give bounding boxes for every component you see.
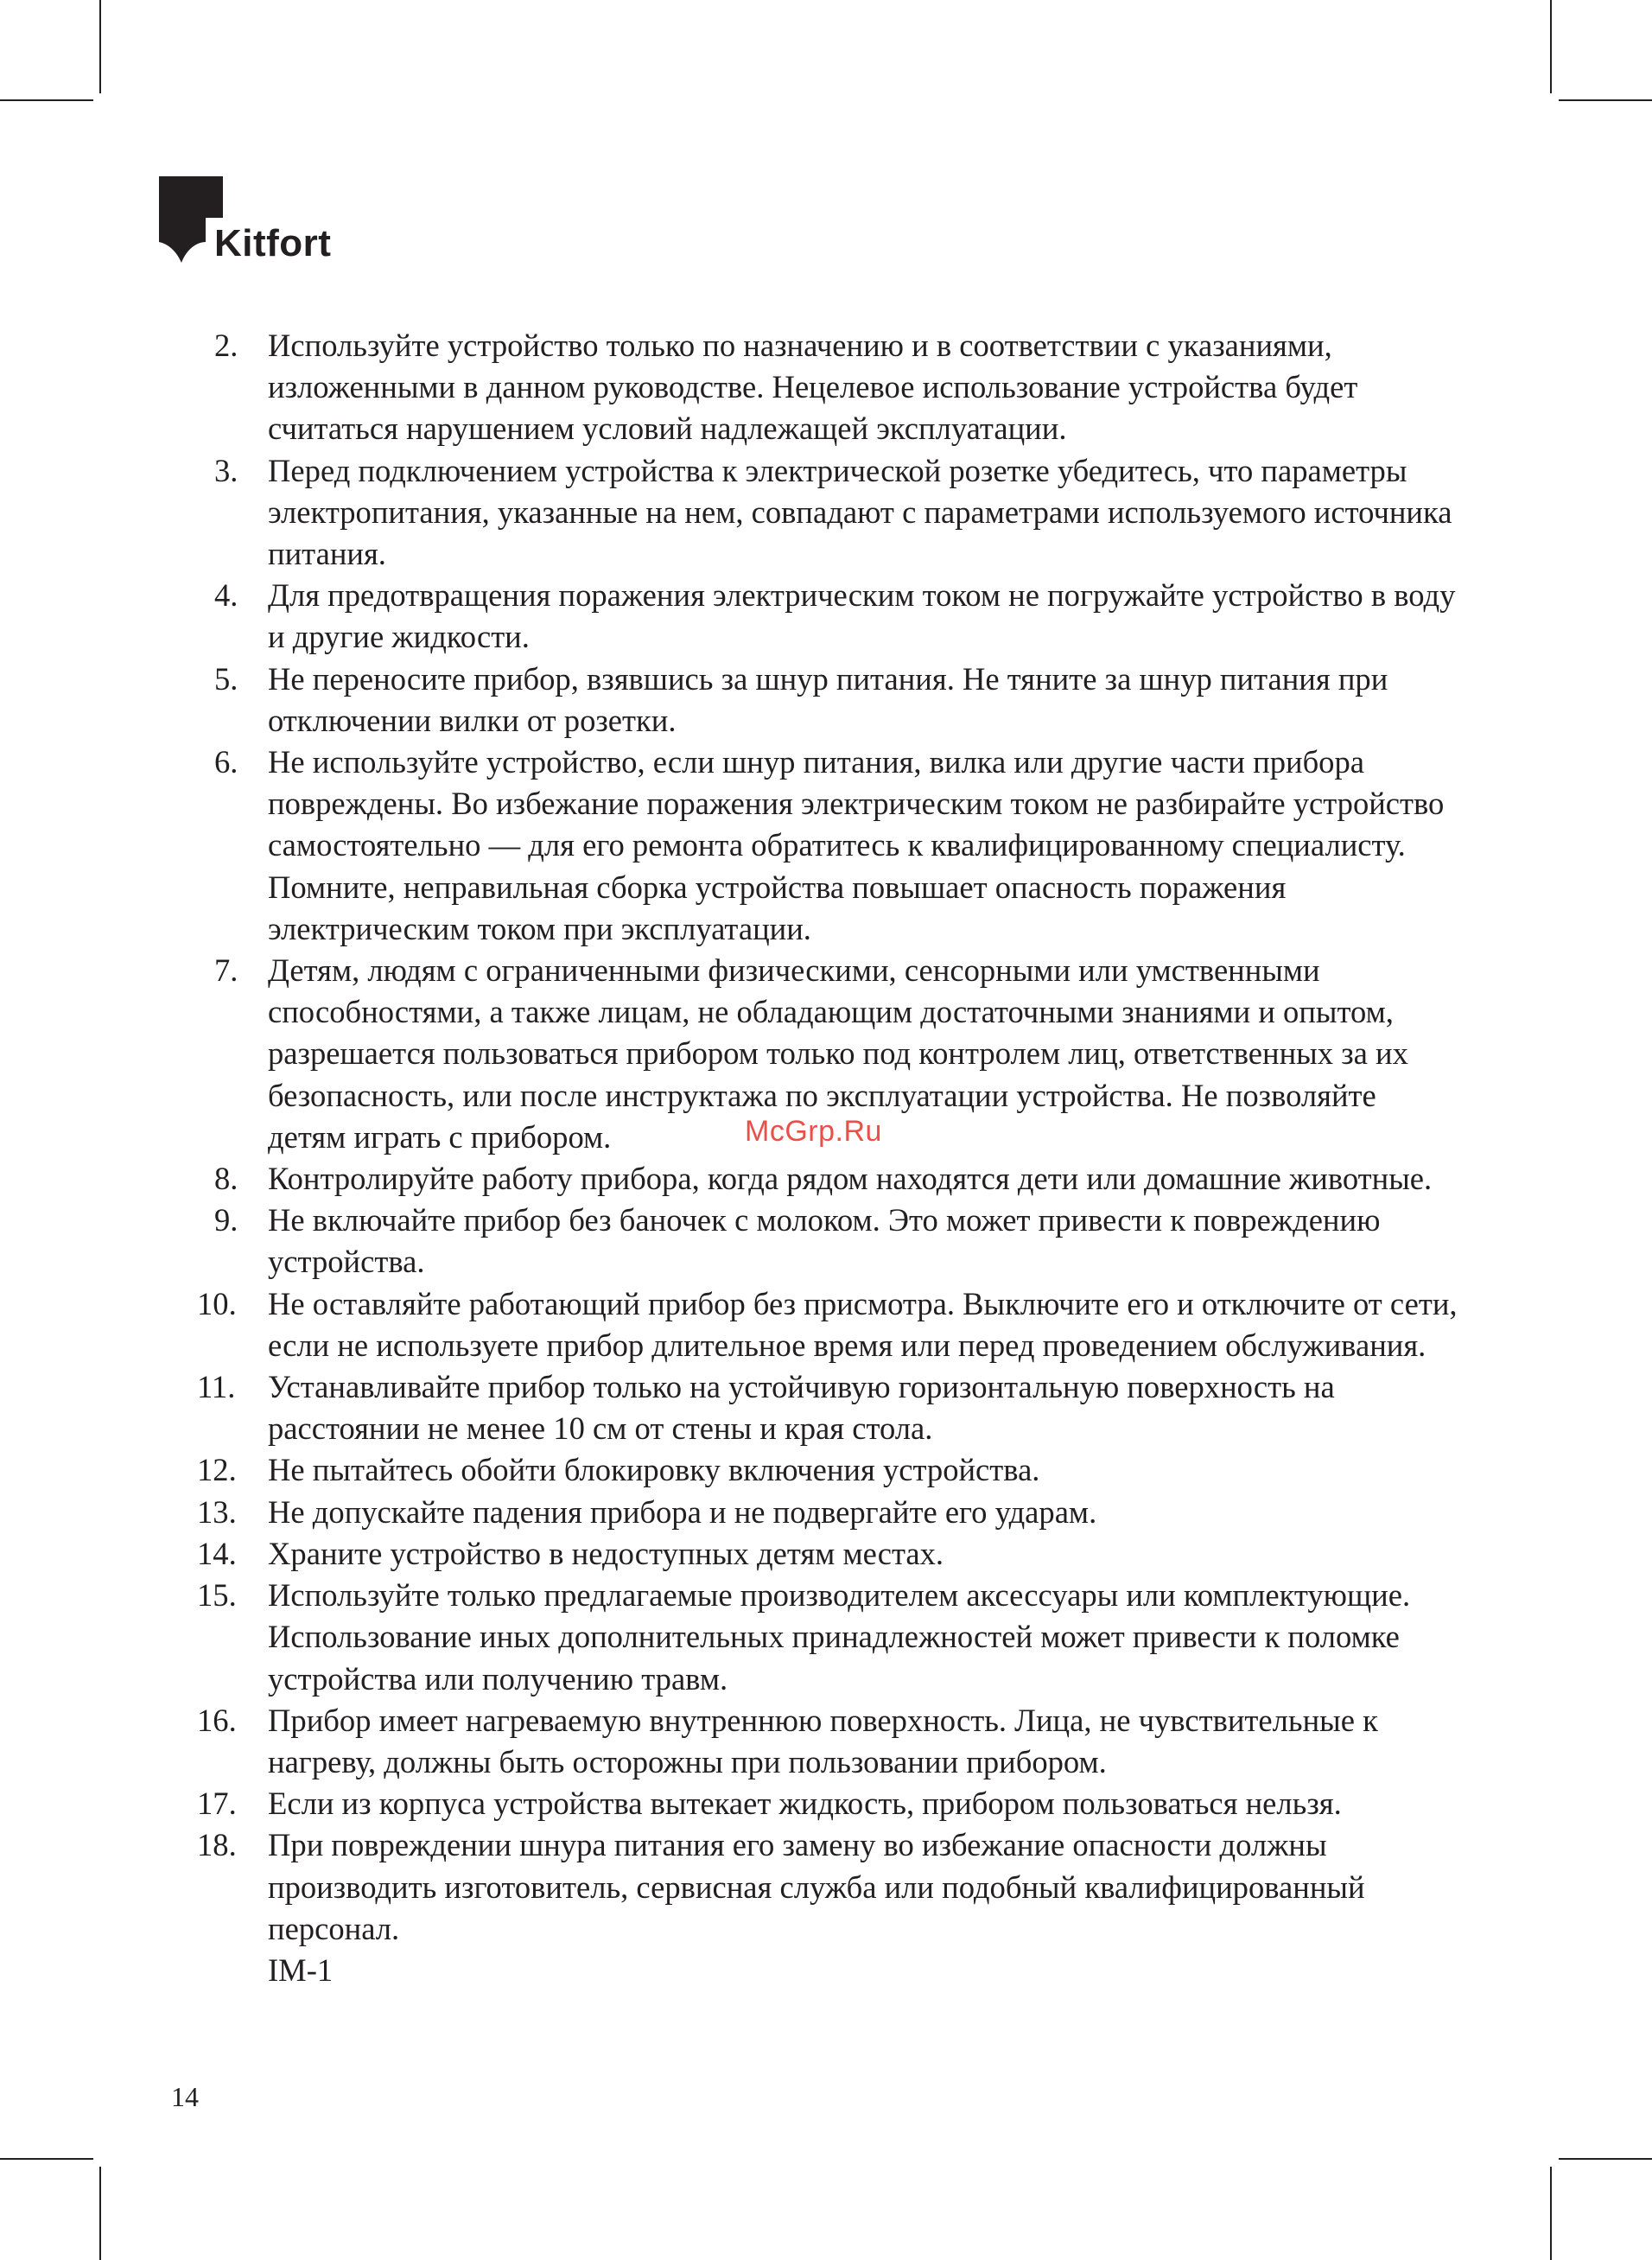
crop-mark-bottom-left-vertical <box>99 2167 101 2260</box>
list-item <box>214 575 1458 658</box>
item-number: 17. <box>197 1786 237 1822</box>
item-text: Прибор имеет нагреваемую внутреннюю поверхность. Лица, не чувствительные к нагреву, должны быть осторожны при пользовании прибором. <box>268 1702 1378 1779</box>
crop-mark-top-left-vertical <box>99 0 101 93</box>
list-item <box>214 659 1458 742</box>
list-item <box>197 1449 1458 1491</box>
item-number: 3. <box>214 452 238 488</box>
item-text: Используйте устройство только по назначению и в соответствии с указаниями, изложенными в данном руководстве. Нецелевое использование устройства будет считаться нарушением условий надлежащей эксплуатации. <box>268 328 1358 447</box>
safety-instructions-list <box>197 325 1458 1991</box>
crop-mark-top-right-vertical <box>1550 0 1552 93</box>
crop-mark-bottom-left-horizontal <box>0 2158 93 2160</box>
list-item <box>214 1200 1458 1283</box>
item-number: 9. <box>214 1202 238 1238</box>
item-text: Используйте только предлагаемые производителем аксессуары или комплектующие. Использование иных дополнительных принадлежностей может привести к поломке устройства или получению травм. <box>268 1577 1411 1697</box>
crop-mark-top-left-horizontal <box>0 99 93 101</box>
list-item <box>197 1783 1458 1824</box>
item-code: IM-1 <box>268 1951 334 1988</box>
item-number: 2. <box>214 328 238 363</box>
item-text: Не включайте прибор без баночек с молоком. Это может привести к повреждению устройства. <box>268 1202 1381 1280</box>
item-text: Не используйте устройство, если шнур питания, вилка или другие части прибора повреждены. Во избежание поражения электрическим током не разбирайте устройство самостоятельно — для его ремонта обратитесь к квалифицированному специалисту. Помните, неправильная сборка устройства повышает опасность поражения электрическим током при эксплуатации. <box>268 744 1445 946</box>
item-text: Не переносите прибор, взявшись за шнур питания. Не тяните за шнур питания при отключении вилки от розетки. <box>268 660 1388 738</box>
item-number: 12. <box>197 1452 237 1488</box>
item-text: Если из корпуса устройства вытекает жидкость, прибором пользоваться нельзя. <box>268 1786 1342 1822</box>
list-item <box>197 1283 1458 1366</box>
watermark: McGrp.Ru <box>745 1115 882 1148</box>
list-item <box>214 1158 1458 1200</box>
brand-name: Kitfort <box>214 222 332 264</box>
item-number: 4. <box>214 577 238 614</box>
list-item <box>214 742 1458 950</box>
list-item <box>197 1533 1458 1575</box>
item-number: 13. <box>197 1493 237 1530</box>
item-number: 14. <box>197 1535 237 1571</box>
item-text: Контролируйте работу прибора, когда рядом находятся дети или домашние животные. <box>268 1161 1433 1197</box>
item-text: Перед подключением устройства к электрической розетке убедитесь, что параметры электропитания, указанные на нем, совпадают с параметрами используемого источника питания. <box>268 452 1452 572</box>
list-item <box>197 1824 1458 1991</box>
item-text: Не допускайте падения прибора и не подвергайте его ударам. <box>268 1493 1097 1530</box>
item-number: 7. <box>214 952 238 989</box>
item-number: 5. <box>214 660 238 697</box>
item-number: 8. <box>214 1161 238 1197</box>
item-text: Устанавливайте прибор только на устойчивую горизонтальную поверхность на расстоянии не менее 10 см от стены и края стола. <box>268 1369 1335 1447</box>
item-number: 18. <box>197 1827 237 1863</box>
list-item <box>197 1366 1458 1449</box>
item-number: 11. <box>197 1369 236 1405</box>
item-text: Детям, людям с ограниченными физическими, сенсорными или умственными способностями, а также лицам, не обладающим достаточными знаниями и опытом, разрешается пользоваться прибором только под контролем лиц, ответственных за их безопасность, или после инструктажа по эксплуатации устройства. Не позволяйте детям играть с прибором. <box>268 952 1408 1155</box>
crop-mark-top-right-horizontal <box>1559 99 1652 101</box>
list-item <box>214 450 1458 576</box>
item-text: Для предотвращения поражения электрическим током не погружайте устройство в воду и другие жидкости. <box>268 577 1456 655</box>
page-number: 14 <box>171 2081 199 2112</box>
item-number: 15. <box>197 1577 237 1614</box>
list-item <box>197 1700 1458 1783</box>
item-number: 6. <box>214 744 238 780</box>
item-number: 10. <box>197 1285 237 1321</box>
item-text: Не оставляйте работающий прибор без присмотра. Выключите его и отключите от сети, если не используете прибор длительное время или перед проведением обслуживания. <box>268 1285 1458 1363</box>
list-item <box>214 325 1458 450</box>
crop-mark-bottom-right-horizontal <box>1559 2158 1652 2160</box>
list-item <box>197 1575 1458 1700</box>
crop-mark-bottom-right-vertical <box>1550 2167 1552 2260</box>
item-number: 16. <box>197 1702 237 1738</box>
item-text: При повреждении шнура питания его замену во избежание опасности должны производить изготовитель, сервисная служба или подобный квалифицированный персонал. <box>268 1827 1365 1946</box>
list-item <box>197 1492 1458 1533</box>
item-text: Храните устройство в недоступных детям местах. <box>268 1535 944 1571</box>
item-text: Не пытайтесь обойти блокировку включения устройства. <box>268 1452 1040 1488</box>
kitfort-logo <box>157 175 347 270</box>
